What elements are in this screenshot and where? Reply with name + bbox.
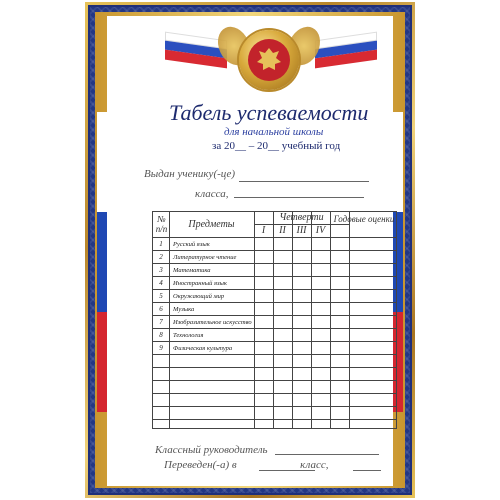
subject-name: Музыка xyxy=(173,306,195,313)
subject-name: Математика xyxy=(173,267,211,274)
quarter-1-header: I xyxy=(261,225,266,236)
promoted-class-text: класс, xyxy=(300,459,329,471)
document-subtitle: для начальной школы xyxy=(224,126,324,138)
col-number-header: № п/п xyxy=(155,214,168,234)
certificate-sheet xyxy=(85,2,415,498)
subject-name: Изобразительное искусство xyxy=(173,319,252,326)
subject-name: Иностранный язык xyxy=(173,280,227,287)
class-field[interactable] xyxy=(234,197,364,198)
row-number: 7 xyxy=(159,318,163,326)
grades-table xyxy=(152,211,397,429)
right-flag-icon xyxy=(315,32,377,69)
issued-to-label: Выдан ученику(-це) xyxy=(144,168,236,180)
row-number: 2 xyxy=(159,253,163,261)
col-subjects-header: Предметы xyxy=(188,219,235,230)
row-number: 9 xyxy=(159,344,163,352)
issued-to-field[interactable] xyxy=(239,181,369,182)
subject-name: Технология xyxy=(173,332,204,339)
academic-year-line: за 20__ – 20__ учебный год xyxy=(212,140,341,152)
row-number: 8 xyxy=(159,331,163,339)
subject-name: Русский язык xyxy=(173,241,210,248)
promoted-class-field[interactable] xyxy=(259,470,315,471)
row-number: 3 xyxy=(159,266,163,274)
col-annual-header: Годовые оценки xyxy=(333,214,395,224)
subject-name: Окружающий мир xyxy=(173,293,225,300)
col-quarters-header: Четверти xyxy=(279,212,324,223)
subject-name: Физическая культура xyxy=(173,345,233,352)
row-number: 6 xyxy=(159,305,163,313)
class-teacher-label: Классный руководитель xyxy=(155,444,268,456)
quarter-2-header: II xyxy=(279,225,286,236)
class-label: класса, xyxy=(195,188,229,200)
promoted-extra-field[interactable] xyxy=(353,470,381,471)
row-number: 1 xyxy=(159,240,163,248)
row-number: 4 xyxy=(159,279,163,287)
promoted-to-text: Переведен(-а) в xyxy=(164,459,237,471)
subject-name: Литературное чтение xyxy=(173,254,237,261)
class-teacher-field[interactable] xyxy=(275,454,379,455)
left-tricolor-ribbon xyxy=(97,112,107,412)
document-title: Табель успеваемости xyxy=(169,100,369,125)
emblem-red-shield-icon xyxy=(248,39,290,81)
quarter-3-header: III xyxy=(296,225,307,236)
quarter-4-header: IV xyxy=(315,225,326,236)
row-number: 5 xyxy=(159,292,163,300)
paper-area xyxy=(107,16,393,486)
